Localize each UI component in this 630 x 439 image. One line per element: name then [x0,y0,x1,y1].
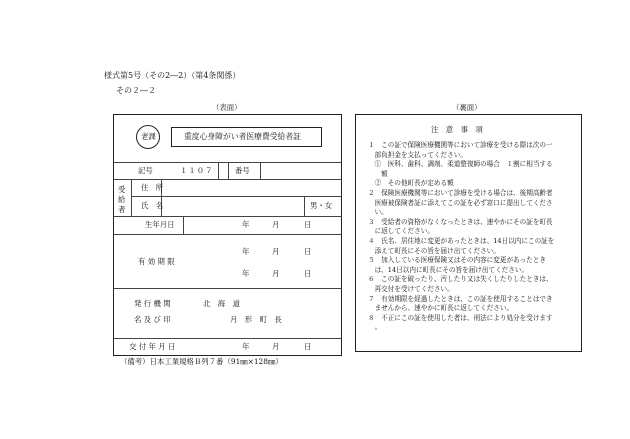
note-line: ① 医科、歯科、調剤、柔道整復師の場合 １割に相当する [368,160,553,169]
form-subnumber: その２―２ [116,86,156,95]
note-line: 部負担金を支払ってください。 [368,150,467,159]
birth-month: 月 [272,220,280,229]
issuer-label-1: 発 行 機 関 [134,299,171,308]
validity-to-year: 年 [242,269,250,278]
birth-day: 日 [304,220,312,229]
kigo-label: 記号 [138,166,153,175]
note-line: は、14日以内に町長にその旨を届け出てください。 [368,265,529,274]
validity-from-year: 年 [242,247,250,256]
note-line: １ この証で保険医療機関等において診療を受ける際は次の一 [368,141,553,149]
recipient-label-3: 者 [118,205,126,214]
recipient-label-1: 受 [118,185,126,194]
issue-date-label: 交 付 年 月 日 [129,342,176,351]
back-caption: （裏面） [452,103,482,112]
note-line: い。 [368,208,388,217]
gender-field: 男・女 [310,201,333,210]
validity-from-month: 月 [272,247,280,256]
note-line: ４ 氏名、居住地に変更があったときは、14日以内にこの証を [368,237,555,245]
note-line: に返してください。 [368,227,434,236]
address-label: 住 所 [141,183,164,192]
card-title: 重度心身障がい者医療費受給者証 [184,132,301,141]
note-line: ５ 加入している医療保険又はその内容に変更があったとき [368,256,546,265]
note-line: 。 [368,323,382,332]
notes-heading: 注 意 事 項 [431,125,483,134]
remark: （備考）日本工業規格Ｂ列７番（91㎜×128㎜） [120,357,283,366]
issuer-label-2: 名 及 び 印 [134,315,171,324]
form-number: 様式第5号（その2―2）（第4条関係） [104,71,241,80]
note-line: 添えて町長にその旨を届け出てください。 [368,246,500,255]
note-line: ３ 受給者の資格がなくなったときは、速やかにその証を町長 [368,217,553,226]
kigo-value: １１０７ [180,166,214,175]
stamp-label: 老課 [141,132,156,141]
note-line: 額 [368,169,388,178]
birth-year: 年 [242,220,250,229]
validity-to-day: 日 [304,269,312,278]
issuer-prefecture: 北 海 道 [203,299,240,308]
bango-label: 番号 [235,166,250,175]
issue-year: 年 [242,342,250,351]
birth-label: 生年月日 [145,220,175,229]
front-caption: （表面） [212,103,242,112]
issuer-town-head: 月 形 町 長 [230,315,282,324]
validity-to-month: 月 [272,269,280,278]
issue-month: 月 [272,342,280,351]
note-line: ８ 不正にこの証を使用した者は、刑法により処分を受けます [368,313,553,322]
validity-label: 有 効 期 限 [138,257,175,266]
note-line: ２ 保険医療機関等において診療を受ける場合は、後期高齢者 [368,189,553,197]
recipient-label-2: 給 [118,195,126,204]
note-line: 再交付を受けてください。 [368,285,454,293]
validity-from-day: 日 [304,247,312,256]
note-line: ７ 有効期限を経過したときは、この証を使用することはでき [368,294,553,303]
name-label: 氏 名 [141,201,164,210]
note-line: ② その他町長が定める額 [368,179,454,188]
note-line: ませんから、速やかに町長に返してください。 [368,304,514,313]
issue-day: 日 [304,342,312,351]
note-line: 医療被保険者証に添えてこの証を必ず窓口に提出してくださ [368,198,553,207]
note-line: ６ この証を破ったり、汚したり又は失くしたりしたときは、 [368,275,553,284]
